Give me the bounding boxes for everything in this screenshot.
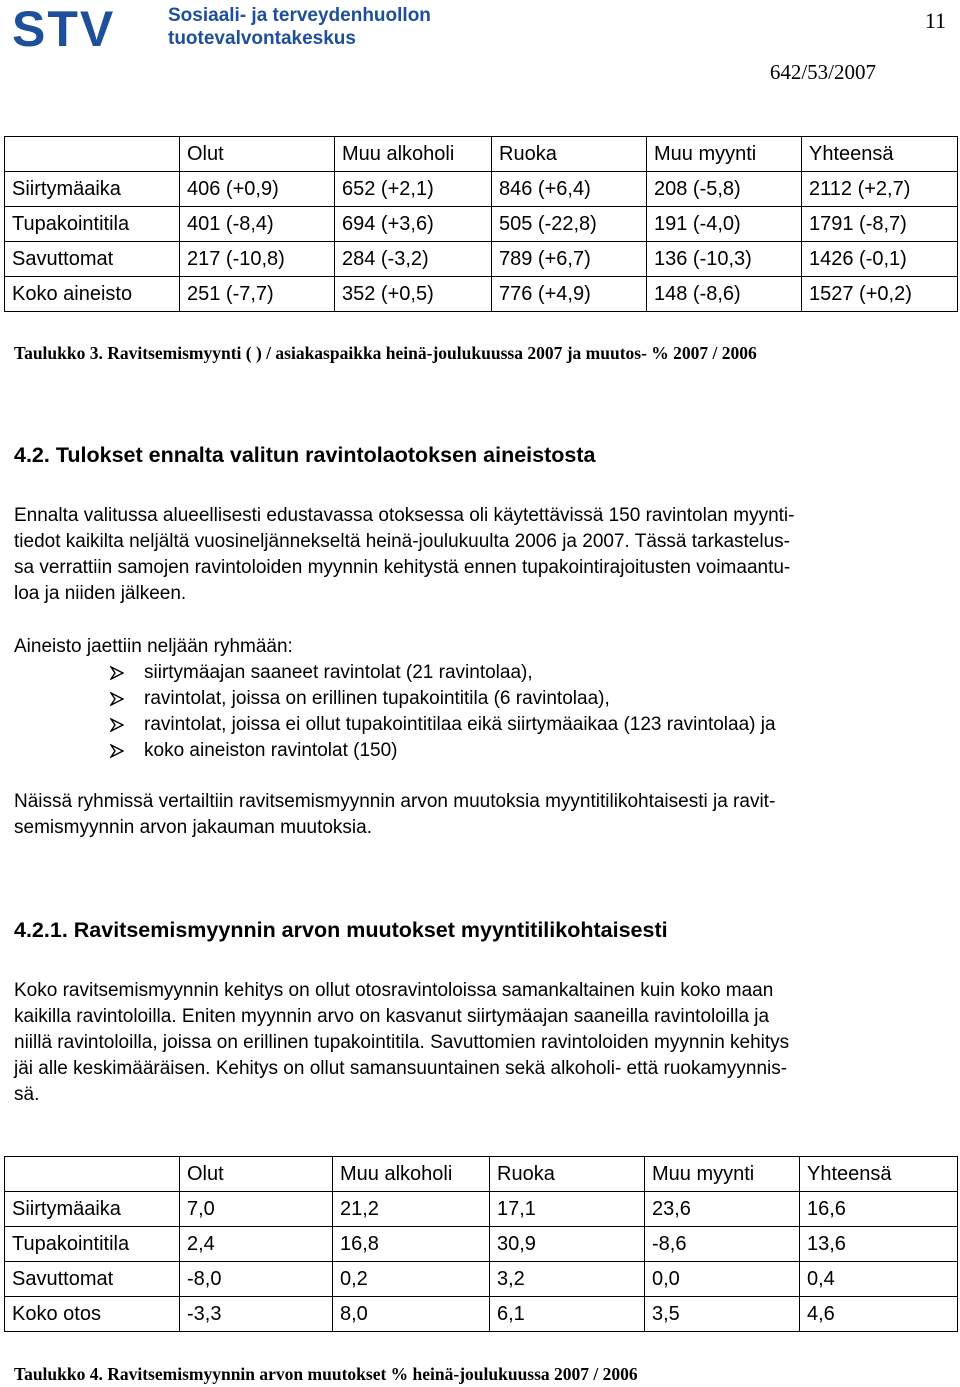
column-header: Muu alkoholi <box>335 137 492 172</box>
list-item <box>14 712 944 738</box>
table-cell: 4,6 <box>800 1297 958 1332</box>
table-cell: 148 (-8,6) <box>647 277 802 312</box>
paragraph-line: tiedot kaikilta neljältä vuosineljännekseltä heinä-joulukuulta 2006 ja 2007. Tässä tarkastelus- <box>14 531 790 552</box>
table-cell: 505 (-22,8) <box>492 207 647 242</box>
arrow-bullet-icon <box>110 718 124 732</box>
table-cell: 2112 (+2,7) <box>802 172 958 207</box>
paragraph-line: Ennalta valitussa alueellisesti edustavassa otoksessa oli käytettävissä 150 ravintolan myynti- <box>14 505 795 526</box>
section-4-2-paragraph-1 <box>14 503 946 607</box>
table-cell: 352 (+0,5) <box>335 277 492 312</box>
row-label: Siirtymäaika <box>5 1192 180 1227</box>
table-cell: 0,0 <box>645 1262 800 1297</box>
logo-letters: STV <box>12 4 116 52</box>
table-3 <box>4 136 958 312</box>
org-name-line2: tuotevalvontakeskus <box>168 28 356 49</box>
stv-logo-mark <box>12 4 162 52</box>
table-cell: 17,1 <box>490 1192 645 1227</box>
table-cell: 136 (-10,3) <box>647 242 802 277</box>
table-row <box>5 1297 958 1332</box>
table-row <box>5 277 958 312</box>
table-3-caption: Taulukko 3. Ravitsemismyynti ( ) / asiakaspaikka heinä-joulukuussa 2007 ja muutos- % 2007 / 2006 <box>14 343 757 363</box>
column-header <box>5 137 180 172</box>
table-cell: 16,6 <box>800 1192 958 1227</box>
table-row <box>5 1192 958 1227</box>
table-cell: 251 (-7,7) <box>180 277 335 312</box>
row-label: Savuttomat <box>5 242 180 277</box>
paragraph-line: sa verrattiin samojen ravintoloiden myynnin kehitystä ennen tupakointirajoitusten voimaantu- <box>14 557 791 578</box>
arrow-bullet-icon <box>110 744 124 758</box>
column-header: Olut <box>180 1157 333 1192</box>
table-cell: 2,4 <box>180 1227 333 1262</box>
table-cell: 1527 (+0,2) <box>802 277 958 312</box>
column-header: Yhteensä <box>802 137 958 172</box>
column-header: Muu myynti <box>647 137 802 172</box>
row-label: Koko aineisto <box>5 277 180 312</box>
table-cell: 0,2 <box>333 1262 490 1297</box>
table-cell: 6,1 <box>490 1297 645 1332</box>
table-cell: 217 (-10,8) <box>180 242 335 277</box>
section-heading-4-2: 4.2. Tulokset ennalta valitun ravintolaotoksen aineistosta <box>14 443 596 467</box>
page-number: 11 <box>924 8 946 33</box>
table-cell: 16,8 <box>333 1227 490 1262</box>
row-label: Koko otos <box>5 1297 180 1332</box>
column-header <box>5 1157 180 1192</box>
table-cell: 8,0 <box>333 1297 490 1332</box>
table-cell: -8,0 <box>180 1262 333 1297</box>
paragraph-line: niillä ravintoloilla, joissa on erillinen tupakointitila. Savuttomien ravintoloiden myynnin kehitys <box>14 1032 790 1053</box>
list-item <box>14 738 944 764</box>
table-cell: 652 (+2,1) <box>335 172 492 207</box>
table-cell: 846 (+6,4) <box>492 172 647 207</box>
table-cell: 13,6 <box>800 1227 958 1262</box>
table-cell: 694 (+3,6) <box>335 207 492 242</box>
arrow-bullet-icon <box>110 692 124 706</box>
paragraph-line: jäi alle keskimääräisen. Kehitys on ollut samansuuntainen sekä alkoholi- että ruokamyynnis- <box>14 1058 788 1079</box>
table-cell: 23,6 <box>645 1192 800 1227</box>
table-row <box>5 242 958 277</box>
table-cell: -3,3 <box>180 1297 333 1332</box>
table-cell: 3,5 <box>645 1297 800 1332</box>
list-item <box>14 660 944 686</box>
column-header: Ruoka <box>492 137 647 172</box>
row-label: Tupakointitila <box>5 207 180 242</box>
table-header-row <box>5 137 958 172</box>
column-header: Yhteensä <box>800 1157 958 1192</box>
org-name-line1: Sosiaali- ja terveydenhuollon <box>168 5 431 26</box>
table-cell: 406 (+0,9) <box>180 172 335 207</box>
arrow-bullet-icon <box>110 666 124 680</box>
table-row <box>5 207 958 242</box>
table-row <box>5 1262 958 1297</box>
row-label: Tupakointitila <box>5 1227 180 1262</box>
table-cell: 0,4 <box>800 1262 958 1297</box>
table-cell: 1791 (-8,7) <box>802 207 958 242</box>
document-reference: 642/53/2007 <box>769 60 876 84</box>
table-cell: 1426 (-0,1) <box>802 242 958 277</box>
row-label: Siirtymäaika <box>5 172 180 207</box>
paragraph-line: Näissä ryhmissä vertailtiin ravitsemismyynnin arvon muutoksia myyntitilikohtaisesti ja ravit- <box>14 791 776 812</box>
table-cell: 284 (-3,2) <box>335 242 492 277</box>
table-row <box>5 172 958 207</box>
row-label: Savuttomat <box>5 1262 180 1297</box>
paragraph-line: semismyynnin arvon jakauman muutoksia. <box>14 817 372 838</box>
column-header: Ruoka <box>490 1157 645 1192</box>
group-list <box>14 660 944 764</box>
list-item-text: ravintolat, joissa ei ollut tupakointitilaa eikä siirtymäaikaa (123 ravintolaa) ja <box>144 714 776 735</box>
table-4 <box>4 1156 958 1332</box>
table-cell: 789 (+6,7) <box>492 242 647 277</box>
table-cell: 7,0 <box>180 1192 333 1227</box>
column-header: Muu myynti <box>645 1157 800 1192</box>
list-item-text: ravintolat, joissa on erillinen tupakointitila (6 ravintolaa), <box>144 688 610 709</box>
table-cell: 776 (+4,9) <box>492 277 647 312</box>
list-item <box>14 686 944 712</box>
section-4-2-1-paragraph <box>14 978 946 1108</box>
table-cell: 3,2 <box>490 1262 645 1297</box>
list-intro: Aineisto jaettiin neljään ryhmään: <box>14 636 293 657</box>
section-4-2-paragraph-2 <box>14 789 946 841</box>
table-cell: 191 (-4,0) <box>647 207 802 242</box>
list-item-text: siirtymäajan saaneet ravintolat (21 ravintolaa), <box>144 662 533 683</box>
table-cell: 208 (-5,8) <box>647 172 802 207</box>
paragraph-line: loa ja niiden jälkeen. <box>14 583 187 604</box>
paragraph-line: Koko ravitsemismyynnin kehitys on ollut otosravintoloissa samankaltainen kuin koko maan <box>14 980 774 1001</box>
table-cell: 30,9 <box>490 1227 645 1262</box>
paragraph-line: sä. <box>14 1084 40 1105</box>
section-heading-4-2-1: 4.2.1. Ravitsemismyynnin arvon muutokset myyntitilikohtaisesti <box>14 918 668 942</box>
list-item-text: koko aineiston ravintolat (150) <box>144 740 398 761</box>
table-4-caption: Taulukko 4. Ravitsemismyynnin arvon muutokset % heinä-joulukuussa 2007 / 2006 <box>14 1364 638 1384</box>
paragraph-line: kaikilla ravintoloilla. Eniten myynnin arvo on kasvanut siirtymäajan saaneilla ravintoloilla ja <box>14 1006 770 1027</box>
column-header: Muu alkoholi <box>333 1157 490 1192</box>
column-header: Olut <box>180 137 335 172</box>
table-row <box>5 1227 958 1262</box>
table-cell: -8,6 <box>645 1227 800 1262</box>
table-cell: 401 (-8,4) <box>180 207 335 242</box>
table-header-row <box>5 1157 958 1192</box>
org-name <box>168 4 431 50</box>
table-cell: 21,2 <box>333 1192 490 1227</box>
